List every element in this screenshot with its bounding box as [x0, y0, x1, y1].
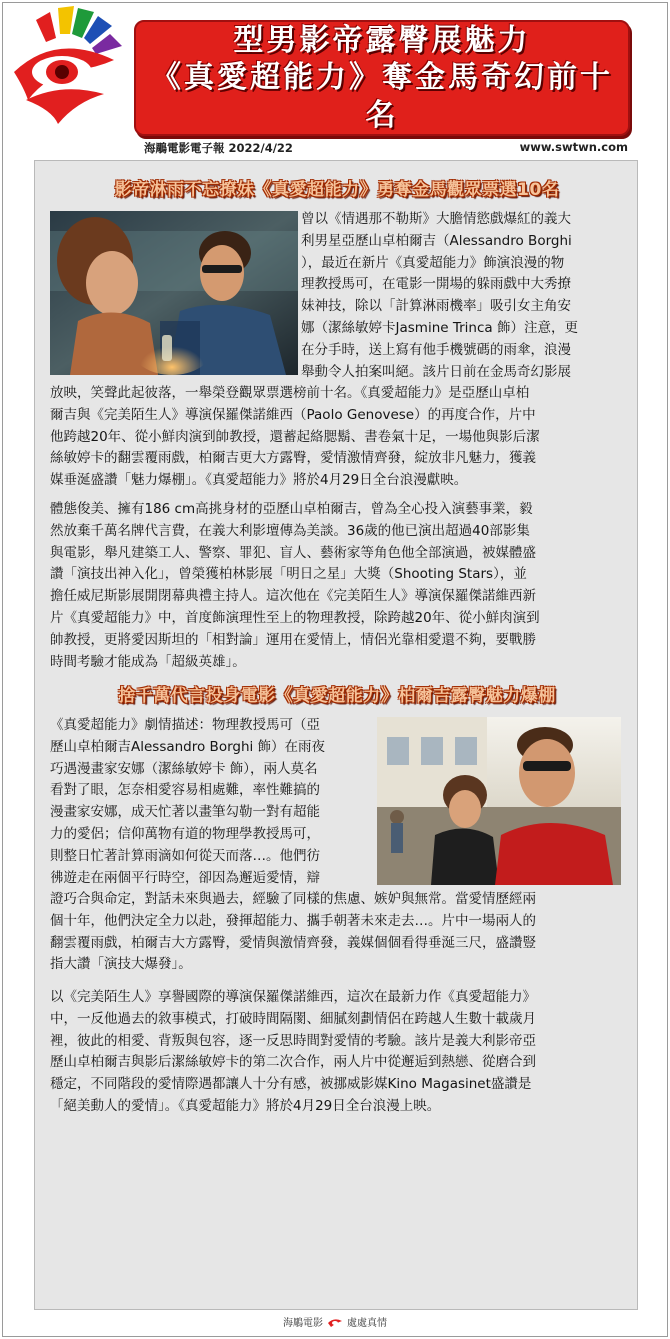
text-line: 絲敏婷卡的翻雲覆雨戲，柏爾吉更大方露臀，愛情激情齊發，綻放非凡魅力，獲義 [50, 450, 536, 467]
text-line: 穩定，不同階段的愛情際遇都讓人十分有感，被挪威影媒Kino Magasinet盛讚是 [50, 1076, 532, 1093]
text-line: 理教授馬可，在電影一開場的躲雨戲中大秀撩 [301, 276, 571, 293]
text-line: 曾以《情遇那不勒斯》大膽情慾戲爆紅的義大 [301, 211, 571, 227]
text-line: 利男星亞歷山卓柏爾吉（Alessandro Borghi [301, 232, 572, 249]
text-line: 爾吉與《完美陌生人》導演保羅傑諾維西（Paolo Genovese）的再度合作，片中 [50, 406, 536, 423]
text-line: 歷山卓柏爾吉Alessandro Borghi 飾）在雨夜 [50, 738, 326, 755]
section-2-heading: 捨千萬代言投身電影《真愛超能力》柏爾吉露臀魅力爆棚 [118, 686, 556, 706]
section-1-heading: 影帝淋雨不忘撩妹《真愛超能力》勇奪金馬觀眾票選10名 [114, 180, 560, 200]
text-line: 以《完美陌生人》享譽國際的導演保羅傑諾維西，這次在最新力作《真愛超能力》 [50, 989, 536, 1005]
meta-row [144, 138, 628, 156]
text-line: 片《真愛超能力》中，首度飾演理性至上的物理教授，除跨越20年、從小鮮肉演到 [50, 609, 540, 626]
section-2-full-text [50, 889, 630, 976]
title-banner [134, 20, 630, 136]
text-line: 歷山卓柏爾吉與影后潔絲敏婷卡的第二次合作，兩人片中從邂逅到熱戀、從磨合到 [50, 1054, 536, 1071]
text-line: 體態俊美、擁有186 cm高挑身材的亞歷山卓柏爾吉，曾為全心投入演藝事業，毅 [50, 501, 533, 517]
text-line: 放映，笑聲此起彼落，一舉榮登觀眾票選榜前十名。《真愛超能力》是亞歷山卓柏 [50, 385, 530, 401]
text-line: 與電影，舉凡建築工人、警察、罪犯、盲人、藝術家等角色他全部演過，被媒體盛 [50, 544, 536, 561]
swtwn-logo-icon [6, 2, 136, 128]
footer-left-text: 海鵰電影 [283, 1318, 323, 1329]
title-line-2: 《真愛超能力》奪金馬奇幻前十名 [151, 60, 613, 133]
footer [0, 1314, 670, 1329]
website-link[interactable]: www.swtwn.com [519, 140, 628, 154]
text-line: 然放棄千萬名牌代言費，在義大利影壇傳為美談。36歲的他已演出超過40部影集 [50, 522, 530, 539]
section-1-paragraph-2 [50, 499, 630, 673]
title-line-1: 型男影帝露臀展魅力 [233, 22, 531, 58]
text-line: 在分手時，送上寫有他手機號碼的雨傘，浪漫 [301, 341, 571, 358]
text-line: 彿遊走在兩個平行時空，卻因為邂逅愛情，辯 [50, 869, 320, 886]
text-line: 翻雲覆雨戲，柏爾吉大方露臀，愛情與激情齊發，義媒個個看得垂涎三尺，盛讚豎 [50, 934, 536, 951]
text-line: 帥教授，更將愛因斯坦的「相對論」運用在愛情上，情侶光靠相愛還不夠，要戰勝 [50, 631, 536, 648]
movie-still-2 [377, 717, 621, 885]
text-line: 讚「演技出神入化」，曾榮獲柏林影展「明日之星」大獎（Shooting Stars），並 [50, 566, 527, 583]
text-line: 看對了眼，怎奈相愛容易相處難，率性難搞的 [50, 782, 320, 799]
text-line: 娜（潔絲敏婷卡Jasmine Trinca 飾）注意，更 [301, 319, 578, 336]
text-line: 「絕美動人的愛情」。《真愛超能力》將於4月29日全台浪漫上映。 [50, 1097, 441, 1114]
text-line: 媒垂涎盛讚「魅力爆棚」。《真愛超能力》將於4月29日全台浪漫獻映。 [50, 472, 468, 489]
section-1-wrapped-text [301, 209, 631, 383]
section-2-paragraph-2 [50, 987, 630, 1118]
section-2-wrapped-text [50, 715, 372, 889]
text-line: 力的愛侶；信仰萬物有道的物理學教授馬可， [50, 825, 320, 842]
footer-logo-icon [327, 1315, 343, 1329]
text-line: 擔任威尼斯影展開閉幕典禮主持人。這次他在《完美陌生人》導演保羅傑諾維西新 [50, 588, 536, 605]
text-line: 舉動令人拍案叫絕。該片日前在金馬奇幻影展 [301, 363, 571, 380]
text-line: ），最近在新片《真愛超能力》飾演浪漫的物 [301, 254, 565, 271]
text-line: 時間考驗才能成為「超級英雄」。 [50, 653, 246, 670]
text-line: 則整日忙著計算雨滴如何從天而落…。他們彷 [50, 847, 320, 864]
text-line: 中，一反他過去的敘事模式，打破時間隔閡、細膩刻劃情侶在跨越人生數十載歲月 [50, 1010, 536, 1027]
text-line: 《真愛超能力》劇情描述：物理教授馬可（亞 [50, 717, 320, 733]
publication-source: 海鵰電影電子報 2022/4/22 [144, 141, 293, 155]
text-line: 巧遇漫畫家安娜（潔絲敏婷卡 飾），兩人莫名 [50, 760, 318, 777]
text-line: 漫畫家安娜，成天忙著以畫筆勾勒一對有超能 [50, 804, 320, 821]
text-line: 裡，彼此的相愛、背叛與包容，逐一反思時間對愛情的考驗。該片是義大利影帝亞 [50, 1032, 536, 1049]
text-line: 妹神技，除以「計算淋雨機率」吸引女主角安 [301, 298, 571, 315]
movie-still-1 [50, 211, 298, 375]
text-line: 證巧合與命定，對話未來與過去，經驗了同樣的焦慮、嫉妒與無常。當愛情歷經兩 [50, 891, 536, 907]
text-line: 他跨越20年、從小鮮肉演到帥教授，還蓄起絡腮鬍、書卷氣十足，一場他與影后潔 [50, 428, 540, 445]
text-line: 指大讚「演技大爆發」。 [50, 956, 192, 973]
footer-right-text: 處處真情 [347, 1318, 387, 1329]
article-content [34, 160, 638, 1310]
text-line: 個十年，他們決定全力以赴，發揮超能力、攜手朝著未來走去…。片中一場兩人的 [50, 912, 536, 929]
section-1-full-text [50, 383, 630, 492]
